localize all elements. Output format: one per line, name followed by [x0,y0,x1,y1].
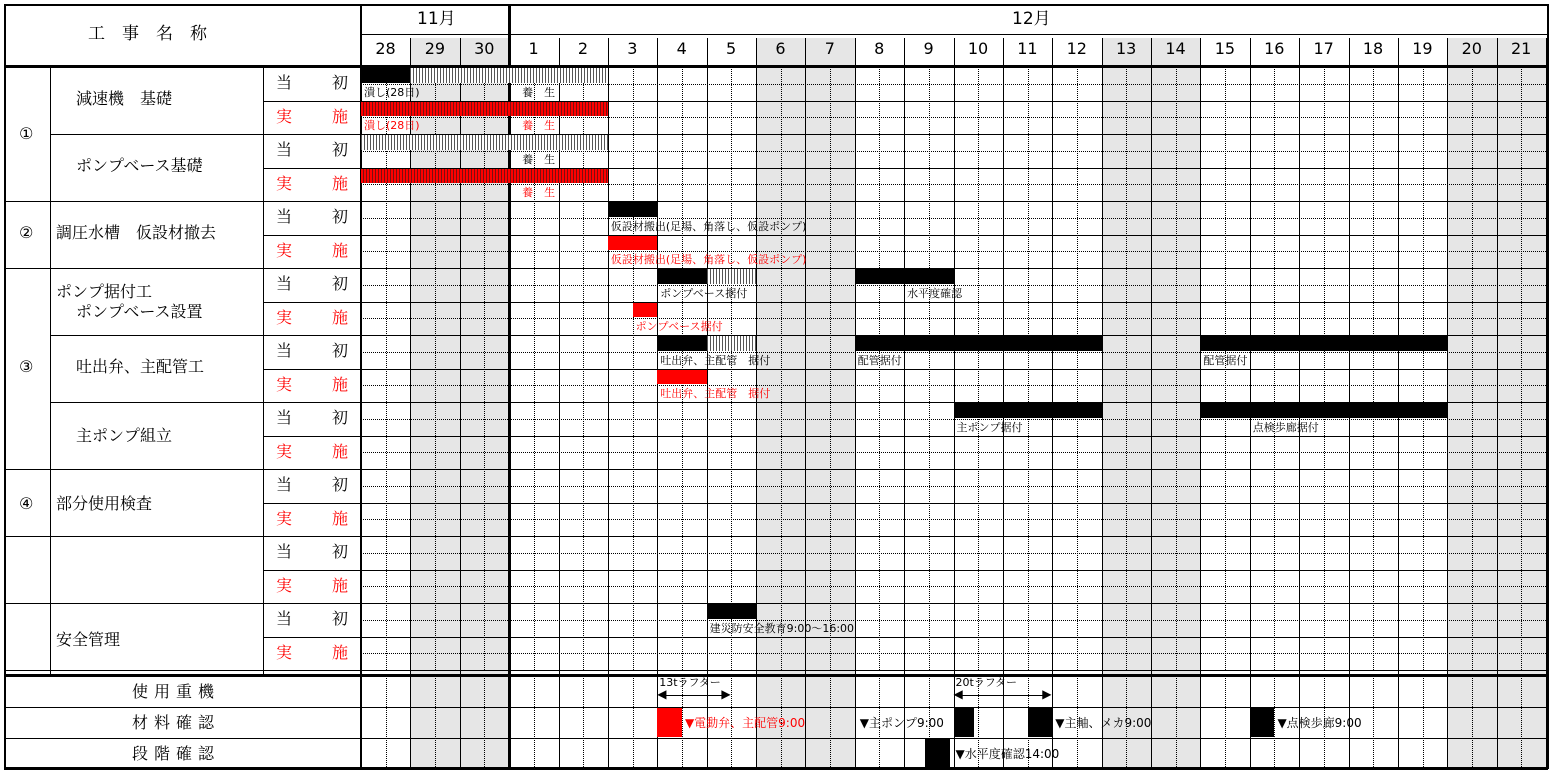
crane-20t-right-head: ▶ [1042,687,1052,701]
day-number: 6 [775,39,786,58]
header-bottom [4,65,1549,67]
plan-bar [1200,403,1447,418]
actual-label-a: 実 [276,106,293,126]
day-number: 19 [1412,39,1433,58]
crane-13t-right-head: ▶ [721,687,731,701]
day-number: 29 [424,39,446,58]
task-name: 調圧水槽 仮設材撤去 [56,223,217,242]
plan-bar [707,604,756,619]
actual-label-a: 実 [276,575,293,595]
bar-annotation: ポンプベース据付 [660,286,748,300]
crane-13t-label: 13tラフター [659,676,721,689]
material-check-label: 材料確認 [132,713,221,732]
bar-annotation: 建災防安全教育9:00～16:00 [709,621,855,635]
plan-label-a: 当 [276,140,293,159]
task-name: 主ポンプ組立 [76,426,173,445]
day-number: 8 [874,39,885,58]
actual-label-a: 実 [276,307,293,327]
task-name: 減速機 基礎 [76,89,173,108]
day-number: 28 [375,39,396,58]
day-number: 4 [676,39,687,58]
group-number-3: ③ [19,357,34,376]
outer-border [4,4,1549,769]
crane-20t-label: 20tラフター [955,676,1018,689]
bar-annotation: 点検歩廊据付 [1252,420,1319,434]
bar-annotation: 養 生 [522,186,556,200]
plan-label-a: 当 [276,73,293,92]
plan-label-a: 当 [276,475,293,494]
bar-annotation: 仮設材搬出(足場、角落し、仮設ポンプ) [610,219,807,233]
plan-label-b: 初 [332,609,349,628]
plan-label-a: 当 [276,274,293,293]
bar-annotation: 潰し(28日) [364,85,420,99]
actual-label-b: 施 [332,173,349,193]
bar-annotation: 水平度確認 [907,286,963,300]
task-name: 部分使用検査 [56,494,153,513]
material-note: ▼電動弁、主配管9:00 [684,716,806,730]
crane-13t-left-head: ◀ [657,687,667,701]
day-number: 17 [1313,39,1334,58]
day-number: 21 [1510,39,1532,58]
actual-label-a: 実 [276,240,293,260]
material-marker [1028,708,1053,737]
actual-label-a: 実 [276,642,293,662]
bottom-row-line [4,769,1548,770]
plan-label-a: 当 [276,207,293,226]
plan-bar [657,269,706,284]
plan-label-b: 初 [332,542,349,561]
stage-note: ▼水平度確認14:00 [955,747,1060,761]
day-number: 14 [1165,39,1186,58]
day-number: 1 [528,39,539,58]
material-note: ▼主ポンプ9:00 [859,716,944,730]
plan-label-b: 初 [332,475,349,494]
actual-label-b: 施 [332,307,349,327]
month-dec: 12月 [1012,9,1051,29]
bar-annotation: 潰し(28日) [364,119,420,133]
plan-label-b: 初 [332,207,349,226]
bar-annotation: 養 生 [522,152,556,166]
pa-col-left [263,66,264,674]
actual-label-a: 実 [276,508,293,528]
plan-label-b: 初 [332,341,349,360]
material-marker [1250,708,1275,737]
day-number: 11 [1017,39,1038,58]
task-name: 安全管理 [56,630,121,649]
plan-label-a: 当 [276,542,293,561]
actual-bar [608,236,657,251]
actual-label-b: 施 [332,106,349,126]
material-note: ▼主軸、メカ9:00 [1055,716,1152,730]
day-number: 15 [1214,39,1236,58]
plan-bar-curing [707,336,756,351]
stage-check-label: 段階確認 [132,744,221,763]
actual-label-b: 施 [332,508,349,528]
plan-label-a: 当 [276,341,293,360]
bar-annotation: 吐出弁、主配管 据付 [660,353,771,367]
day-number: 5 [726,39,737,58]
bar-annotation: ポンプベース据付 [635,320,723,334]
stage-marker [925,739,950,768]
plan-bar [361,68,410,83]
plan-label-b: 初 [332,73,349,92]
crane-20t-line [960,695,1047,696]
day-number: 20 [1461,39,1482,58]
task-col-left [50,66,51,674]
plan-bar [1200,336,1447,351]
month-row-line [360,34,1548,35]
actual-bar [361,102,608,117]
bar-annotation: 仮設材搬出(足場、角落し、仮設ポンプ) [610,253,807,267]
month-divider [508,4,511,769]
group-number-1: ① [19,124,34,143]
plan-bar [657,336,706,351]
table-title: 工 事 名 称 [88,24,207,44]
task-name: ポンプ据付工 [56,282,153,301]
day-number: 3 [627,39,638,58]
actual-label-a: 実 [276,173,293,193]
plan-bar-curing [707,269,756,284]
day-number: 13 [1115,39,1137,58]
crane-20t-left-head: ◀ [953,687,963,701]
task-name: ポンプベース設置 [76,302,203,321]
actual-label-b: 施 [332,642,349,662]
name-col-right [360,4,362,769]
group-number-2: ② [19,223,34,242]
plan-label-b: 初 [332,140,349,159]
material-note: ▼点検歩廊9:00 [1277,716,1362,730]
bar-annotation: 養 生 [522,119,556,133]
material-marker [657,708,682,737]
plan-bar [954,403,1102,418]
bar-annotation: 養 生 [522,85,556,99]
bar-annotation: 配管据付 [857,353,902,367]
task-name: 吐出弁、主配管工 [76,357,205,376]
actual-bar [361,169,608,184]
heavy-machinery-label: 使用重機 [132,682,221,701]
actual-bar [633,303,658,318]
actual-label-b: 施 [332,441,349,461]
plan-bar-curing [361,135,608,150]
crane-13t-line [663,695,725,696]
plan-bar [855,336,1102,351]
plan-bar [855,269,954,284]
bottom-section-top [4,674,1549,677]
actual-label-a: 実 [276,374,293,394]
day-number: 10 [967,39,989,58]
plan-label-b: 初 [332,408,349,427]
plan-label-a: 当 [276,609,293,628]
actual-label-b: 施 [332,374,349,394]
plan-label-a: 当 [276,408,293,427]
day-number: 16 [1264,39,1285,58]
day-number: 18 [1362,39,1384,58]
plan-bar [608,202,657,217]
group-number-4: ④ [19,494,34,513]
actual-label-b: 施 [332,240,349,260]
day-number: 9 [923,39,934,58]
plan-label-b: 初 [332,274,349,293]
day-number: 30 [474,39,495,58]
actual-bar [657,370,706,385]
actual-label-a: 実 [276,441,293,461]
month-nov: 11月 [417,9,456,29]
bar-annotation: 主ポンプ据付 [956,420,1023,434]
bar-annotation: 配管据付 [1203,353,1248,367]
day-number: 2 [577,39,589,58]
material-marker [954,708,975,737]
task-name: ポンプベース基礎 [76,156,203,175]
day-number: 7 [824,39,835,58]
plan-bar-curing [410,68,608,83]
actual-label-b: 施 [332,575,349,595]
day-number: 12 [1066,39,1087,58]
bar-annotation: 吐出弁、主配管 据付 [660,387,771,401]
